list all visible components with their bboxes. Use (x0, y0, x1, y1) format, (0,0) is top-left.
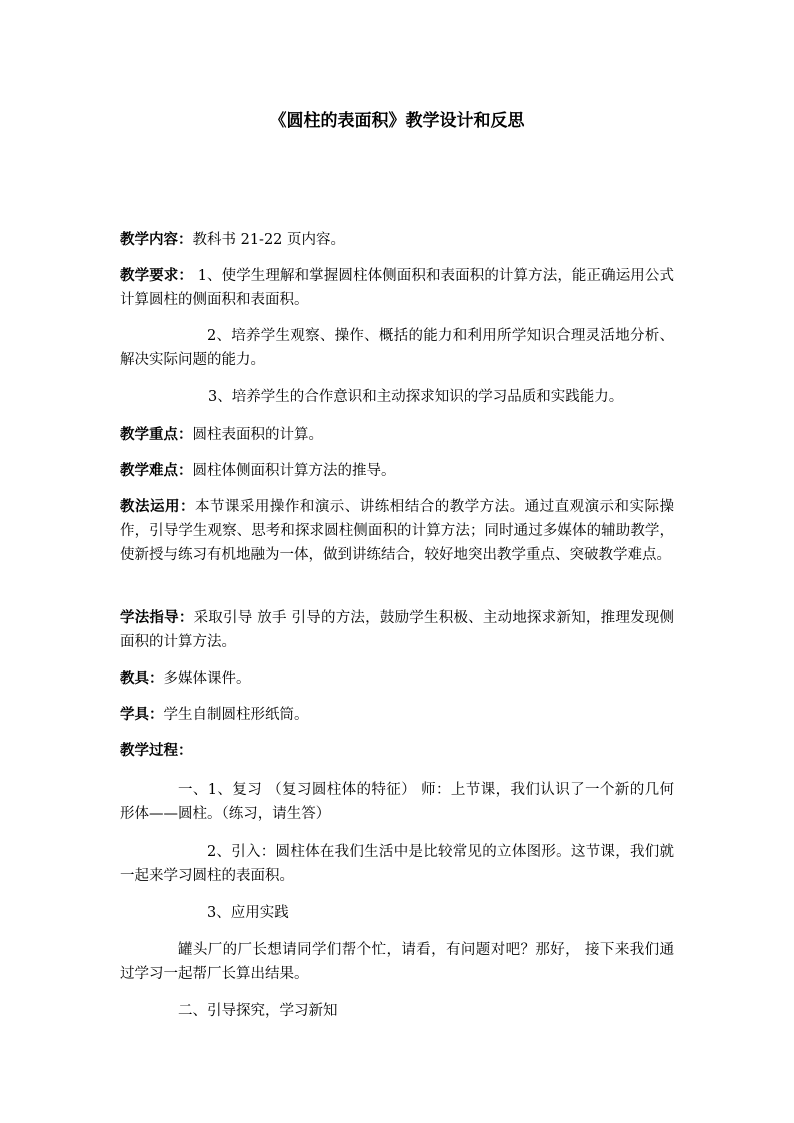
method-label: 教法运用： (120, 498, 195, 515)
document-title: 《圆柱的表面积》教学设计和反思 (269, 111, 525, 131)
guidance-text: 采取引导 放手 引导的方法，鼓励学生积极、主动地探求新知，推理发现侧面积的计算方法。 (120, 610, 675, 650)
process-step-1: 一、1、复习 （复习圆柱体的特征） 师：上节课，我们认识了一个新的几何形体——圆柱。（练习，请生答） (120, 782, 674, 822)
teaching-content (120, 228, 674, 252)
teaching-content-label: 教学内容： (120, 231, 193, 248)
student-tools (120, 703, 674, 727)
process-paragraph: 罐头厂的厂长想请同学们帮个忙，请看，有问题对吧？那好， 接下来我们通过学习一起帮厂长算出结果。 (120, 942, 674, 982)
requirement-item-2: 2、培养学生观察、操作、概括的能力和利用所学知识合理灵活地分析、解决实际问题的能力。 (120, 328, 674, 368)
teaching-key-point (120, 423, 674, 447)
difficulty-text: 圆柱体侧面积计算方法的推导。 (192, 463, 396, 479)
process-section-2: 二、引导探究，学习新知 (178, 1003, 338, 1019)
teacher-tools-text: 多媒体课件。 (163, 671, 251, 687)
process-step-2: 2、引入：圆柱体在我们生活中是比较常见的立体图形。这节课，我们就一起来学习圆柱的表面积。 (120, 844, 674, 884)
guidance-label: 学法指导： (120, 609, 194, 626)
requirement-item-3: 3、培养学生的合作意识和主动探求知识的学习品质和实践能力。 (208, 389, 624, 405)
key-point-label: 教学重点： (120, 426, 193, 443)
teaching-process-heading (120, 739, 674, 763)
method-text: 本节课采用操作和演示、讲练相结合的教学方法。通过直观演示和实际操作，引导学生观察、思考和探求圆柱侧面积的计算方法；同时通过多媒体的辅助教学，使新授与练习有机地融为一体，做到讲练结合，较好地突出教学重点、突破教学难点。 (120, 499, 675, 563)
teaching-content-text: 教科书 21-22 页内容。 (192, 232, 346, 248)
teaching-requirements-label: 教学要求： (120, 267, 193, 284)
student-tools-label: 学具： (120, 706, 164, 723)
teacher-tools-label: 教具： (120, 670, 164, 687)
process-step-3: 3、应用实践 (207, 905, 289, 921)
learning-guidance (120, 606, 674, 654)
teacher-tools (120, 667, 674, 691)
process-label: 教学过程： (120, 742, 193, 759)
teaching-method (120, 495, 674, 567)
key-point-text: 圆柱表面积的计算。 (192, 427, 323, 443)
teaching-difficulty (120, 459, 674, 483)
student-tools-text: 学生自制圆柱形纸筒。 (163, 707, 309, 723)
teaching-requirements (120, 264, 674, 312)
requirement-item-1: 1、使学生理解和掌握圆柱体侧面积和表面积的计算方法，能正确运用公式计算圆柱的侧面积和表面积。 (120, 268, 674, 308)
difficulty-label: 教学难点： (120, 462, 193, 479)
